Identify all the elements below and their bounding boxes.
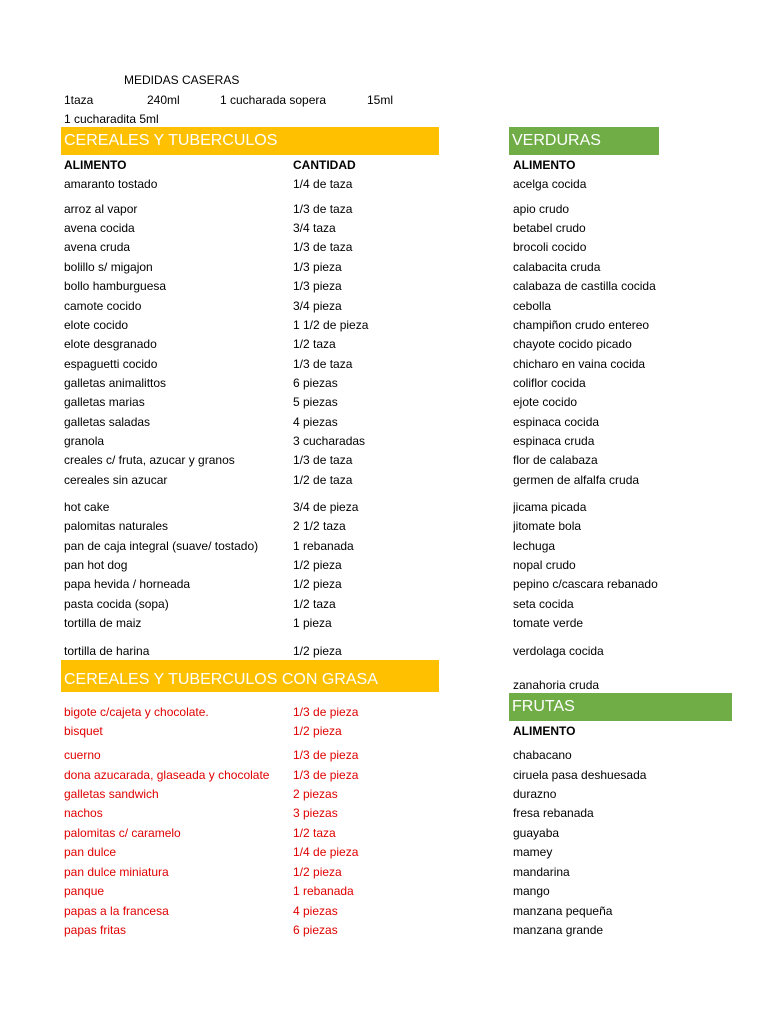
cereal-grasa-alimento: galletas sandwich [64,787,159,801]
verdura-item: zanahoria cruda [513,678,600,692]
verdura-item: ejote cocido [513,395,578,409]
cereal-alimento: avena cocida [64,221,135,235]
cereal-grasa-alimento: bisquet [64,724,103,738]
fruta-item: mandarina [513,865,570,879]
cereal-alimento: creales c/ fruta, azucar y granos [64,453,235,467]
cereal-cantidad: 1/3 pieza [293,279,342,293]
verdura-item: jicama picada [513,500,587,514]
cereal-cantidad: 1/2 de taza [293,473,353,487]
cereal-grasa-cantidad: 4 piezas [293,904,338,918]
cereal-alimento: arroz al vapor [64,202,138,216]
cereal-cantidad: 1/2 taza [293,597,336,611]
cereal-grasa-cantidad: 1 rebanada [293,884,354,898]
fruta-item: mamey [513,845,553,859]
fruta-item: durazno [513,787,557,801]
cereal-alimento: pan hot dog [64,558,128,572]
cereal-cantidad: 1 1/2 de pieza [293,318,369,332]
fruta-item: manzana grande [513,923,604,937]
cereales-col-alimento: ALIMENTO [64,158,127,172]
cereal-cantidad: 1/2 pieza [293,644,342,658]
cereal-grasa-cantidad: 6 piezas [293,923,338,937]
cereal-cantidad: 1/2 pieza [293,558,342,572]
cereales-band: CEREALES Y TUBERCULOS [61,127,439,155]
cereal-cantidad: 3/4 taza [293,221,336,235]
cereal-cantidad: 1 pieza [293,616,332,630]
cereal-grasa-alimento: panque [64,884,105,898]
cereal-cantidad: 5 piezas [293,395,338,409]
fruta-item: manzana pequeña [513,904,613,918]
cereal-cantidad: 3/4 pieza [293,299,342,313]
verdura-item: nopal crudo [513,558,576,572]
cereal-alimento: camote cocido [64,299,142,313]
verduras-col-alimento: ALIMENTO [513,158,576,172]
verdura-item: betabel crudo [513,221,586,235]
cereal-alimento: granola [64,434,105,448]
cereal-grasa-cantidad: 1/3 de pieza [293,705,359,719]
cereal-cantidad: 1/3 de taza [293,453,353,467]
cereal-cantidad: 1 rebanada [293,539,354,553]
cereal-grasa-cantidad: 1/2 pieza [293,724,342,738]
cereal-cantidad: 1/4 de taza [293,177,353,191]
cereales-col-cantidad: CANTIDAD [293,158,356,172]
cereal-cantidad: 1/2 taza [293,337,336,351]
cereal-alimento: elote cocido [64,318,129,332]
verdura-item: flor de calabaza [513,453,598,467]
cereal-alimento: galletas animalittos [64,376,167,390]
verdura-item: acelga cocida [513,177,587,191]
cereal-alimento: bolillo s/ migajon [64,260,153,274]
cereal-grasa-alimento: papas fritas [64,923,127,937]
cereal-grasa-alimento: cuerno [64,748,101,762]
frutas-band: FRUTAS [509,693,732,721]
cereal-grasa-alimento: papas a la francesa [64,904,169,918]
verdura-item: lechuga [513,539,556,553]
cereal-alimento: espaguetti cocido [64,357,158,371]
verdura-item: tomate verde [513,616,584,630]
medida-taza-label: 1taza [64,93,94,107]
cereal-alimento: elote desgranado [64,337,157,351]
cereal-cantidad: 1/3 de taza [293,357,353,371]
verdura-item: chicharo en vaina cocida [513,357,646,371]
cereal-cantidad: 1/3 de taza [293,202,353,216]
verdura-item: calabacita cruda [513,260,601,274]
cereal-grasa-alimento: pan dulce [64,845,117,859]
medida-cucharada-label: 1 cucharada sopera [220,93,327,107]
cereal-cantidad: 6 piezas [293,376,338,390]
cereal-alimento: amaranto tostado [64,177,158,191]
cereal-grasa-alimento: pan dulce miniatura [64,865,169,879]
cereal-grasa-cantidad: 1/3 de pieza [293,768,359,782]
fruta-item: guayaba [513,826,560,840]
cereal-grasa-cantidad: 1/4 de pieza [293,845,359,859]
fruta-item: ciruela pasa deshuesada [513,768,647,782]
cereal-grasa-cantidad: 1/2 pieza [293,865,342,879]
cereal-grasa-alimento: palomitas c/ caramelo [64,826,181,840]
cereal-grasa-cantidad: 2 piezas [293,787,338,801]
cereal-alimento: galletas marias [64,395,145,409]
verdura-item: calabaza de castilla cocida [513,279,656,293]
medida-taza-value: 240ml [147,93,180,107]
verdura-item: apio crudo [513,202,570,216]
cereal-alimento: pan de caja integral (suave/ tostado) [64,539,259,553]
cereal-cantidad: 3/4 de pieza [293,500,359,514]
cereal-cantidad: 4 piezas [293,415,338,429]
cereal-cantidad: 1/3 pieza [293,260,342,274]
cereal-grasa-cantidad: 3 piezas [293,806,338,820]
verdura-item: seta cocida [513,597,574,611]
cereal-alimento: palomitas naturales [64,519,169,533]
verdura-item: espinaca cruda [513,434,595,448]
cereal-cantidad: 1/2 pieza [293,577,342,591]
cereales-grasa-band: CEREALES Y TUBERCULOS CON GRASA [61,660,439,692]
medida-cucharadita: 1 cucharadita 5ml [64,112,159,126]
medidas-title: MEDIDAS CASERAS [124,73,240,87]
cereal-grasa-cantidad: 1/2 taza [293,826,336,840]
cereal-alimento: bollo hamburguesa [64,279,167,293]
cereal-cantidad: 3 cucharadas [293,434,366,448]
cereal-grasa-alimento: bigote c/cajeta y chocolate. [64,705,209,719]
verdura-item: pepino c/cascara rebanado [513,577,658,591]
verdura-item: coliflor cocida [513,376,586,390]
cereal-cantidad: 2 1/2 taza [293,519,346,533]
cereal-alimento: avena cruda [64,240,131,254]
verdura-item: chayote cocido picado [513,337,632,351]
verduras-band: VERDURAS [509,127,659,155]
cereal-alimento: pasta cocida (sopa) [64,597,169,611]
frutas-col-alimento: ALIMENTO [513,724,576,738]
verdura-item: champiñon crudo entereo [513,318,650,332]
cereal-grasa-alimento: dona azucarada, glaseada y chocolate [64,768,270,782]
verdura-item: brocoli cocido [513,240,587,254]
cereal-grasa-alimento: nachos [64,806,103,820]
cereal-grasa-cantidad: 1/3 de pieza [293,748,359,762]
fruta-item: fresa rebanada [513,806,594,820]
verdura-item: germen de alfalfa cruda [513,473,640,487]
medida-cucharada-value: 15ml [367,93,394,107]
verdura-item: jitomate bola [513,519,582,533]
verdura-item: cebolla [513,299,552,313]
cereal-alimento: hot cake [64,500,110,514]
fruta-item: mango [513,884,550,898]
cereal-alimento: galletas saladas [64,415,151,429]
fruta-item: chabacano [513,748,572,762]
cereal-alimento: cereales sin azucar [64,473,168,487]
verdura-item: verdolaga cocida [513,644,604,658]
verdura-item: espinaca cocida [513,415,600,429]
cereal-cantidad: 1/3 de taza [293,240,353,254]
cereal-alimento: tortilla de harina [64,644,150,658]
cereal-alimento: tortilla de maiz [64,616,142,630]
cereal-alimento: papa hevida / horneada [64,577,191,591]
